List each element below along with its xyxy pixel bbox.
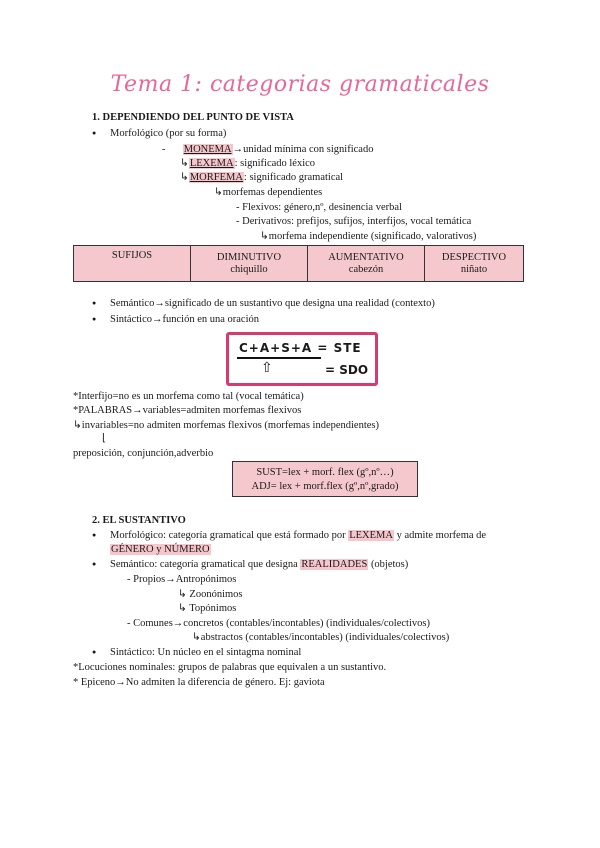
formula-box (226, 332, 378, 386)
section-1-heading: 1. DEPENDIENDO DEL PUNTO DE VISTA (92, 112, 294, 123)
toponimos-line: ↳ Topónimos (178, 603, 237, 614)
monema-def: →unidad mínima con significado (232, 144, 374, 155)
morfemas-dependientes: ↳morfemas dependientes (214, 187, 323, 198)
formula-bottom: = SDO (325, 363, 369, 377)
sust-adj-box (232, 461, 418, 497)
note-preposicion: preposición, conjunción,adverbio (73, 448, 214, 459)
diminutivo-example: chiquillo (230, 263, 268, 275)
diminutivo-cell (191, 246, 308, 282)
despectivo-example: niñato (460, 263, 488, 275)
aumentativo-label: AUMENTATIVO (328, 251, 404, 263)
adj-formula: ADJ= lex + morf.flex (gº,nº,grado) (251, 481, 399, 492)
note-epiceno: * Epiceno→No admiten la diferencia de género. Ej: gaviota (73, 677, 325, 688)
note-interfijo: *Interfijo=no es un morfema como tal (vocal temática) (73, 391, 304, 402)
zoonimos-line: ↳ Zoonónimos (178, 589, 243, 600)
bullet-sem-sustantivo (110, 558, 408, 571)
morfema-independiente: ↳morfema independiente (significado, valorativos) (260, 231, 477, 242)
sufijos-table (73, 245, 524, 282)
comunes-line: - Comunes→concretos (contables/incontables) (individuales/colectivos) (127, 618, 430, 629)
genero-numero-highlight: GÉNERO y NÚMERO (111, 544, 210, 555)
bullet-morf-sustantivo (110, 529, 486, 542)
formula-divider (237, 357, 321, 359)
lexema-term: LEXEMA (189, 158, 234, 169)
sufijos-cell: SUFIJOS (74, 246, 191, 282)
flexivos-line: - Flexivos: género,nº, desinencia verbal (236, 202, 402, 213)
note-palabras: *PALABRAS→variables=admiten morfemas flexivos (73, 405, 302, 416)
diminutivo-label: DIMINUTIVO (216, 251, 282, 263)
arrow-glyph: ↳ (180, 158, 189, 169)
morf-text-a: Morfológico: categoría gramatical que está formado por (110, 530, 349, 541)
monema-line (162, 143, 373, 156)
bracket-glyph: ⌊ (102, 433, 107, 444)
bullet-sint-sustantivo: ● Sintáctico: Un núcleo en el sintagma nominal (110, 646, 301, 659)
derivativos-line: - Derivativos: prefijos, sufijos, interfijos, vocal temática (236, 216, 472, 227)
note-locuciones: *Locuciones nominales: grupos de palabras que equivalen a un sustantivo. (73, 662, 387, 673)
morf-text-b: y admite morfema de (393, 530, 487, 541)
despectivo-label: DESPECTIVO (441, 251, 507, 263)
realidades-highlight: REALIDADES (301, 559, 368, 570)
lexema-def: : significado léxico (234, 158, 316, 169)
monema-term: MONEMA (183, 144, 232, 155)
morfema-line (180, 171, 343, 184)
lexema-line (180, 157, 315, 170)
page-title: Tema 1: categorias gramaticales (110, 72, 490, 97)
morfema-term: MORFEMA (189, 172, 243, 183)
sust-formula: SUST=lex + morf. flex (gº,nº…) (256, 467, 394, 478)
up-arrow-icon: ⇧ (261, 360, 273, 376)
bullet-sintactico: ● Sintáctico→función en una oración (110, 313, 259, 326)
formula-top: C+A+S+A = STE (239, 341, 362, 355)
dash: - (162, 144, 166, 155)
aumentativo-cell (308, 246, 425, 282)
section-2-heading: 2. EL SUSTANTIVO (92, 515, 186, 526)
propios-line: - Propios→Antropónimos (127, 574, 237, 585)
bullet-morfologico: ● Morfológico (por su forma) (110, 127, 226, 140)
arrow-glyph: ↳ (180, 172, 189, 183)
morfema-def: : significado gramatical (243, 172, 344, 183)
sem-text-a: Semántico: categoría gramatical que designa (110, 559, 301, 570)
despectivo-cell (425, 246, 524, 282)
genero-numero-line (110, 543, 211, 556)
aumentativo-example: cabezón (348, 263, 384, 275)
note-invariables: ↳invariables=no admiten morfemas flexivos (morfemas independientes) (73, 420, 380, 431)
abstractos-line: ↳abstractos (contables/incontables) (individuales/colectivos) (192, 632, 450, 643)
lexema-highlight: LEXEMA (349, 530, 393, 541)
bullet-semantico: ● Semántico→significado de un sustantivo que designa una realidad (contexto) (110, 297, 435, 310)
sem-text-b: (objetos) (368, 559, 409, 570)
